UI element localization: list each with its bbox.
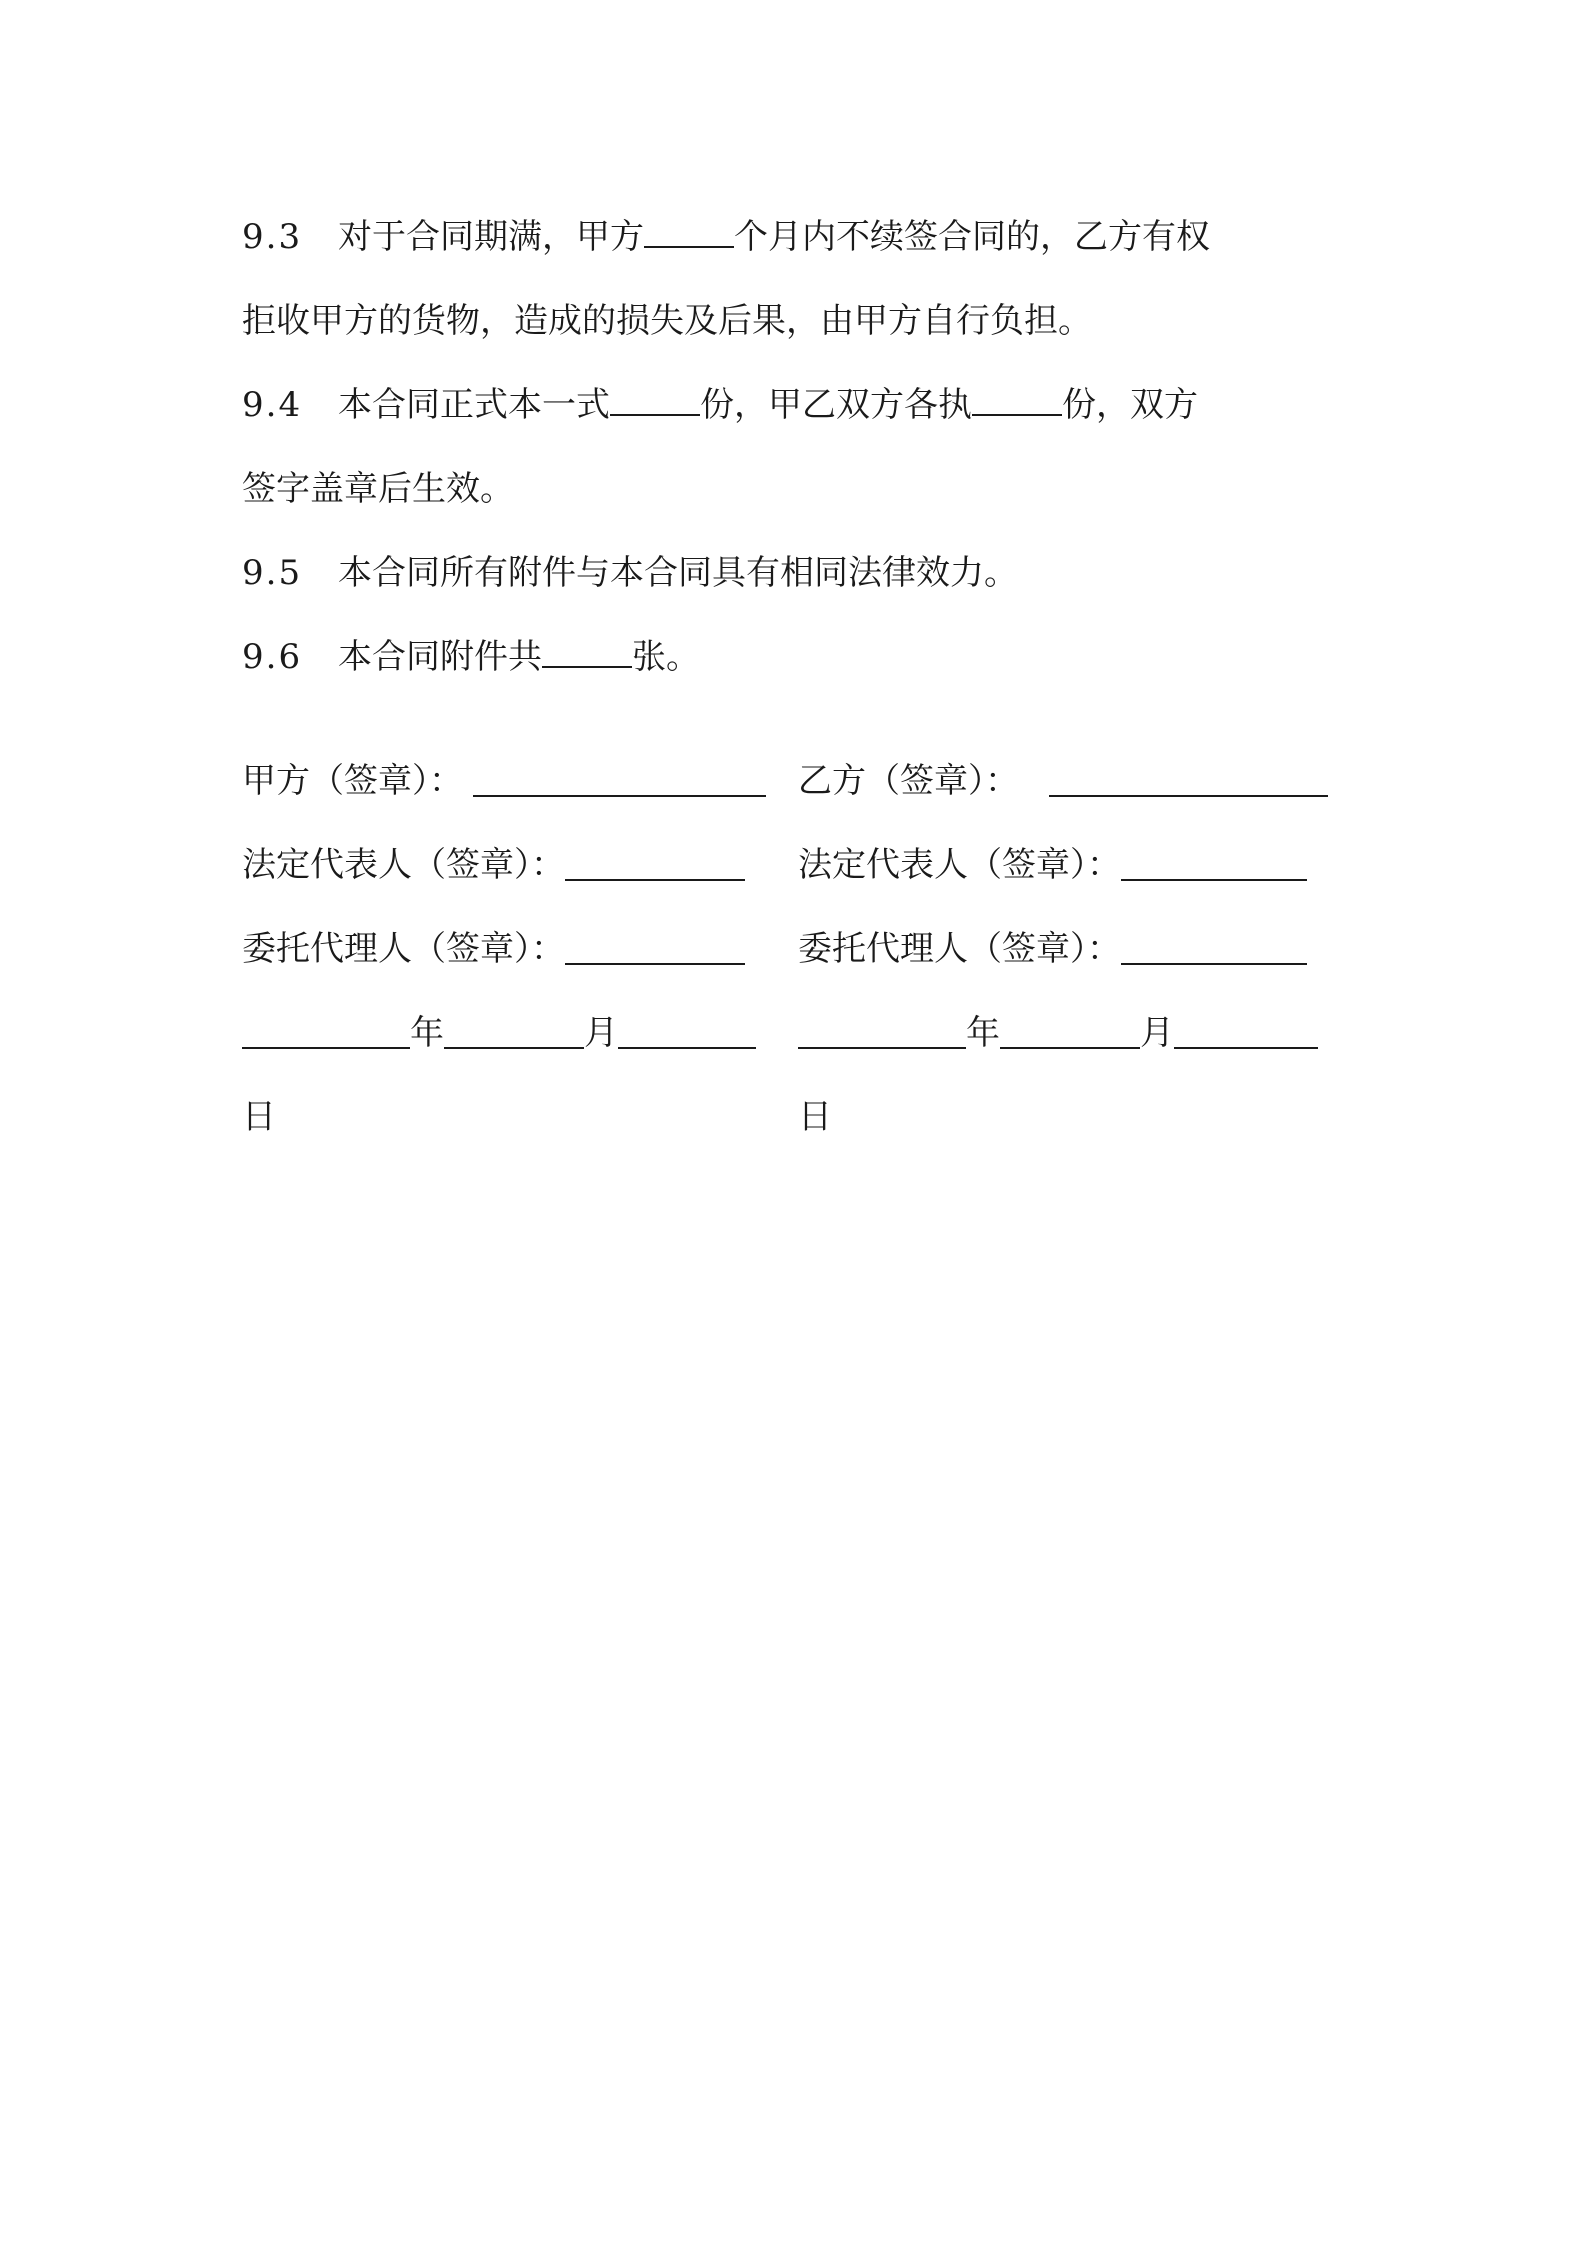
clause-text: 本合同正式本一式 bbox=[338, 385, 610, 425]
fill-blank bbox=[542, 636, 632, 668]
clause-text: 张。 bbox=[632, 637, 700, 677]
fill-blank bbox=[644, 216, 734, 248]
fill-blank bbox=[610, 384, 700, 416]
party-a-day-line bbox=[242, 1095, 766, 1139]
legal-rep-signature-blank[interactable] bbox=[565, 849, 745, 881]
clause-9-3-line-1 bbox=[242, 215, 1210, 259]
clause-text: 本合同附件共 bbox=[338, 637, 542, 677]
party-b-label: 乙方（签章）： bbox=[798, 761, 1019, 801]
party-b-day-line bbox=[798, 1095, 1328, 1139]
party-b-signature-blank[interactable] bbox=[1049, 765, 1328, 797]
agent-signature-blank[interactable] bbox=[1121, 933, 1307, 965]
day-label: 日 bbox=[242, 1097, 276, 1137]
clause-text: 份，甲乙双方各执 bbox=[700, 385, 972, 425]
clause-9-4-line-2 bbox=[242, 467, 514, 511]
month-blank[interactable] bbox=[1000, 1017, 1140, 1049]
clause-text: 对于合同期满，甲方 bbox=[338, 217, 644, 257]
clause-9-3-line-2 bbox=[242, 299, 1092, 343]
party-b-date-line bbox=[798, 1011, 1328, 1055]
party-b-agent-line bbox=[798, 927, 1328, 971]
year-blank[interactable] bbox=[798, 1017, 966, 1049]
legal-rep-signature-blank[interactable] bbox=[1121, 849, 1307, 881]
clause-9-6 bbox=[242, 635, 700, 679]
fill-blank bbox=[972, 384, 1062, 416]
agent-signature-blank[interactable] bbox=[565, 933, 745, 965]
party-a-agent-line bbox=[242, 927, 766, 971]
year-label: 年 bbox=[410, 1013, 444, 1053]
month-blank[interactable] bbox=[444, 1017, 584, 1049]
clause-number: 9.5 bbox=[242, 553, 303, 593]
party-b-signature-line bbox=[798, 759, 1328, 803]
clause-number: 9.3 bbox=[242, 217, 303, 257]
party-a-signature-blank[interactable] bbox=[473, 765, 766, 797]
day-blank[interactable] bbox=[1174, 1017, 1318, 1049]
legal-rep-label: 法定代表人（签章）： bbox=[798, 845, 1121, 885]
clause-9-4-line-1 bbox=[242, 383, 1198, 427]
day-label: 日 bbox=[798, 1097, 832, 1137]
party-a-legal-rep-line bbox=[242, 843, 766, 887]
clause-text: 本合同所有附件与本合同具有相同法律效力。 bbox=[338, 553, 1018, 593]
clause-text: 份，双方 bbox=[1062, 385, 1198, 425]
agent-label: 委托代理人（签章）： bbox=[242, 929, 565, 969]
month-label: 月 bbox=[1140, 1013, 1174, 1053]
clause-text: 个月内不续签合同的，乙方有权 bbox=[734, 217, 1210, 257]
year-label: 年 bbox=[966, 1013, 1000, 1053]
agent-label: 委托代理人（签章）： bbox=[798, 929, 1121, 969]
month-label: 月 bbox=[584, 1013, 618, 1053]
legal-rep-label: 法定代表人（签章）： bbox=[242, 845, 565, 885]
year-blank[interactable] bbox=[242, 1017, 410, 1049]
clause-text: 签字盖章后生效。 bbox=[242, 469, 514, 509]
party-a-label: 甲方（签章）： bbox=[242, 761, 463, 801]
party-a-signature-line bbox=[242, 759, 766, 803]
party-a-date-line bbox=[242, 1011, 766, 1055]
party-b-legal-rep-line bbox=[798, 843, 1328, 887]
clause-text: 拒收甲方的货物，造成的损失及后果，由甲方自行负担。 bbox=[242, 301, 1092, 341]
day-blank[interactable] bbox=[618, 1017, 756, 1049]
clause-9-5 bbox=[242, 551, 1018, 595]
clause-number: 9.4 bbox=[242, 385, 303, 425]
clause-number: 9.6 bbox=[242, 637, 303, 677]
